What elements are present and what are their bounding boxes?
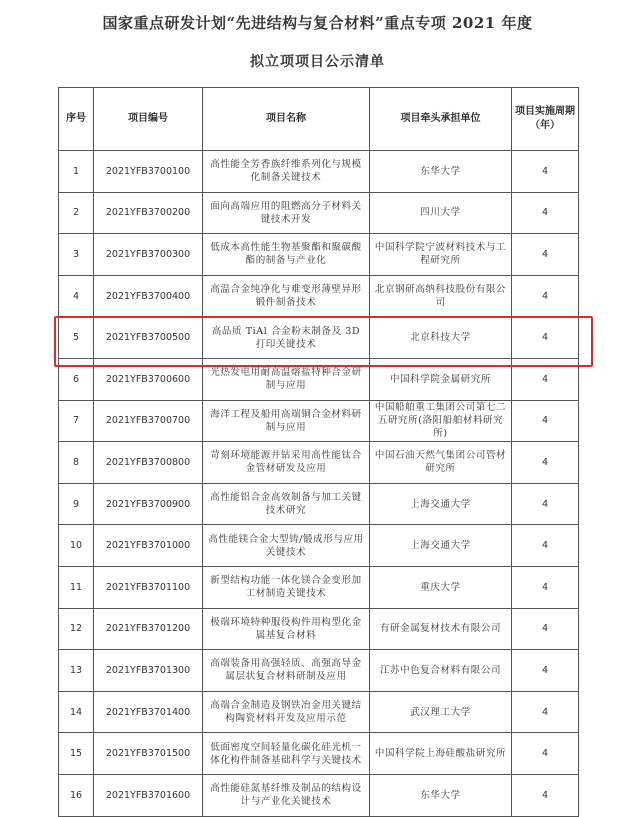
cell-seq: 16 — [59, 774, 94, 816]
cell-seq: 4 — [59, 275, 94, 317]
header-seq: 序号 — [59, 88, 94, 151]
cell-org: 上海交通大学 — [370, 483, 512, 525]
table-row — [59, 566, 579, 608]
cell-period: 4 — [512, 275, 579, 317]
table-row — [59, 358, 579, 400]
table-row — [59, 483, 579, 525]
cell-code: 2021YFB3700700 — [94, 400, 203, 442]
cell-seq: 1 — [59, 151, 94, 193]
table-row — [59, 650, 579, 692]
cell-code: 2021YFB3700300 — [94, 234, 203, 276]
cell-org: 重庆大学 — [370, 566, 512, 608]
cell-period: 4 — [512, 525, 579, 567]
cell-code: 2021YFB3700900 — [94, 483, 203, 525]
cell-period: 4 — [512, 151, 579, 193]
cell-org: 东华大学 — [370, 774, 512, 816]
cell-name: 高性能硅氮基纤维及制品的结构设计与产业化关键技术 — [203, 774, 370, 816]
table-row — [59, 234, 579, 276]
cell-name: 低面密度空间轻量化碳化硅光机一体化构件制备基础科学与关键技术 — [203, 733, 370, 775]
cell-code: 2021YFB3701400 — [94, 691, 203, 733]
cell-name: 新型结构功能一体化镁合金变形加工材制造关键技术 — [203, 566, 370, 608]
cell-period: 4 — [512, 192, 579, 234]
cell-code: 2021YFB3701300 — [94, 650, 203, 692]
cell-seq: 7 — [59, 400, 94, 442]
cell-seq: 3 — [59, 234, 94, 276]
cell-code: 2021YFB3701200 — [94, 608, 203, 650]
cell-period: 4 — [512, 317, 579, 359]
cell-name: 面向高端应用的阻燃高分子材料关键技术开发 — [203, 192, 370, 234]
cell-period: 4 — [512, 358, 579, 400]
cell-name: 苛刻环境能源井钻采用高性能钛合金管材研发及应用 — [203, 442, 370, 484]
cell-name: 光热发电用耐高温熔盐特种合金研制与应用 — [203, 358, 370, 400]
table-row — [59, 317, 579, 359]
table-row — [59, 442, 579, 484]
cell-org: 武汉理工大学 — [370, 691, 512, 733]
cell-period: 4 — [512, 566, 579, 608]
cell-name: 高端合金制造及钢铁冶金用关键结构陶瓷材料开发及应用示范 — [203, 691, 370, 733]
cell-org: 中国科学院宁波材料技术与工程研究所 — [370, 234, 512, 276]
project-table — [58, 87, 579, 817]
cell-org: 中国科学院金属研究所 — [370, 358, 512, 400]
cell-org: 北京钢研高纳科技股份有限公司 — [370, 275, 512, 317]
cell-org: 中国石油天然气集团公司管材研究所 — [370, 442, 512, 484]
cell-period: 4 — [512, 608, 579, 650]
cell-name: 高性能全芳香族纤维系列化与规模化制备关键技术 — [203, 151, 370, 193]
cell-seq: 9 — [59, 483, 94, 525]
cell-org: 北京科技大学 — [370, 317, 512, 359]
cell-period: 4 — [512, 650, 579, 692]
cell-org: 有研金属复材技术有限公司 — [370, 608, 512, 650]
table-header-row — [59, 88, 579, 151]
cell-org: 江苏中色复合材料有限公司 — [370, 650, 512, 692]
cell-name: 高端装备用高强轻质、高强高导金属层状复合材料研制及应用 — [203, 650, 370, 692]
cell-code: 2021YFB3700500 — [94, 317, 203, 359]
cell-name: 高性能镁合金大型铸/锻成形与应用关键技术 — [203, 525, 370, 567]
table-row — [59, 400, 579, 442]
cell-name: 高品质 TiAl 合金粉末制备及 3D 打印关键技术 — [203, 317, 370, 359]
table-row — [59, 192, 579, 234]
table-row — [59, 733, 579, 775]
document-subtitle: 拟立项项目公示清单 — [250, 54, 385, 70]
cell-code: 2021YFB3701600 — [94, 774, 203, 816]
cell-period: 4 — [512, 234, 579, 276]
header-org: 项目牵头承担单位 — [370, 88, 512, 151]
cell-seq: 10 — [59, 525, 94, 567]
cell-code: 2021YFB3700200 — [94, 192, 203, 234]
cell-seq: 15 — [59, 733, 94, 775]
cell-org: 上海交通大学 — [370, 525, 512, 567]
cell-seq: 13 — [59, 650, 94, 692]
cell-period: 4 — [512, 442, 579, 484]
cell-period: 4 — [512, 691, 579, 733]
table-row — [59, 691, 579, 733]
cell-org: 中国船舶重工集团公司第七二五研究所(洛阳船舶材料研究所) — [370, 400, 512, 442]
table-row — [59, 525, 579, 567]
cell-seq: 6 — [59, 358, 94, 400]
cell-code: 2021YFB3701100 — [94, 566, 203, 608]
cell-name: 高温合金纯净化与难变形薄壁异形锻件制备技术 — [203, 275, 370, 317]
table-row — [59, 275, 579, 317]
table-row — [59, 608, 579, 650]
cell-seq: 11 — [59, 566, 94, 608]
header-code: 项目编号 — [94, 88, 203, 151]
cell-name: 海洋工程及船用高端铜合金材料研制与应用 — [203, 400, 370, 442]
cell-code: 2021YFB3700800 — [94, 442, 203, 484]
cell-period: 4 — [512, 774, 579, 816]
document-title: 国家重点研发计划“先进结构与复合材料”重点专项 2021 年度 — [102, 14, 533, 32]
cell-period: 4 — [512, 733, 579, 775]
cell-seq: 12 — [59, 608, 94, 650]
cell-org: 中国科学院上海硅酸盐研究所 — [370, 733, 512, 775]
header-name: 项目名称 — [203, 88, 370, 151]
header-period: 项目实施周期（年） — [512, 88, 579, 151]
cell-seq: 8 — [59, 442, 94, 484]
cell-code: 2021YFB3700100 — [94, 151, 203, 193]
cell-seq: 2 — [59, 192, 94, 234]
cell-code: 2021YFB3700600 — [94, 358, 203, 400]
cell-org: 东华大学 — [370, 151, 512, 193]
cell-seq: 5 — [59, 317, 94, 359]
cell-org: 四川大学 — [370, 192, 512, 234]
cell-seq: 14 — [59, 691, 94, 733]
cell-period: 4 — [512, 400, 579, 442]
cell-name: 极端环境特种服役构件用构型化金属基复合材料 — [203, 608, 370, 650]
cell-code: 2021YFB3701000 — [94, 525, 203, 567]
cell-name: 低成本高性能生物基聚酯和聚碳酸酯的制备与产业化 — [203, 234, 370, 276]
cell-code: 2021YFB3700400 — [94, 275, 203, 317]
cell-period: 4 — [512, 483, 579, 525]
cell-code: 2021YFB3701500 — [94, 733, 203, 775]
cell-name: 高性能铝合金高效制备与加工关键技术研究 — [203, 483, 370, 525]
table-row — [59, 151, 579, 193]
